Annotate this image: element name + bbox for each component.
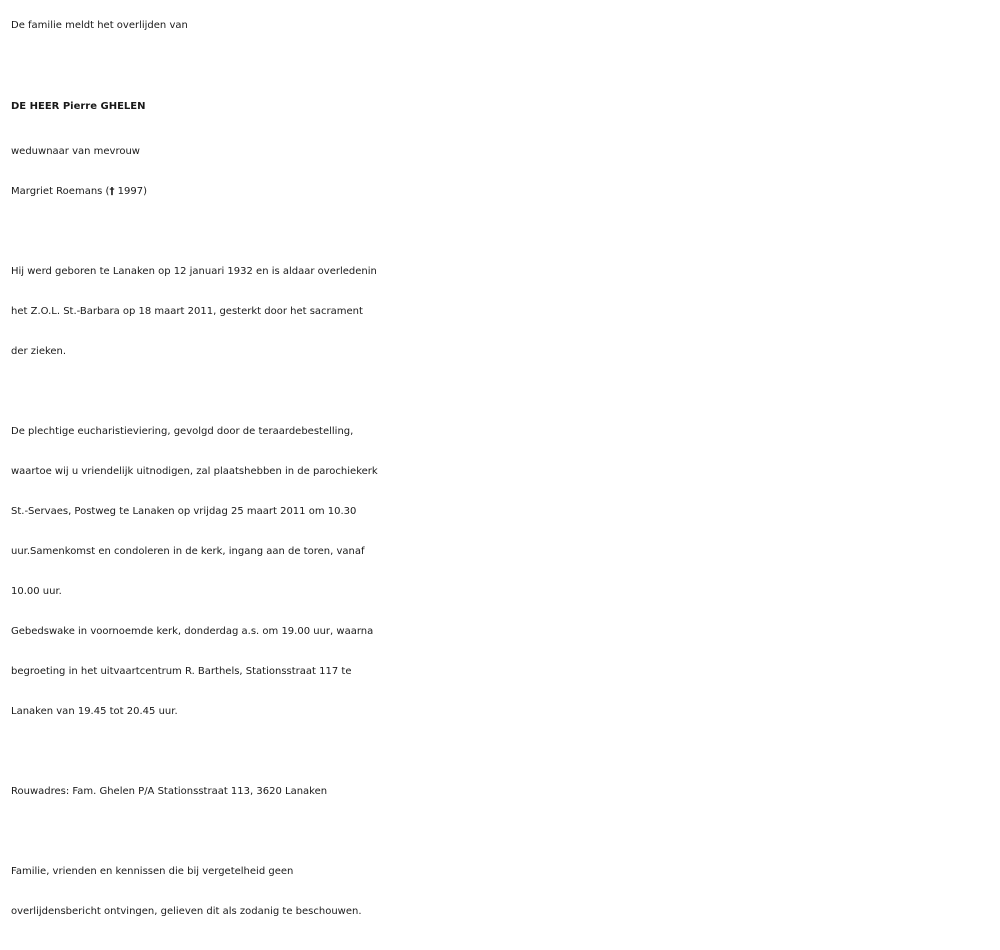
spacer: [11, 212, 991, 252]
spacer: [11, 732, 991, 772]
spacer: [11, 812, 991, 852]
spouse-line-2: [11, 172, 991, 212]
ceremony-line: 10.00 uur.: [11, 586, 62, 597]
ceremony-line: uur.Samenkomst en condoleren in de kerk, ingang aan de toren, vanaf: [11, 546, 365, 557]
birth-death-line: der zieken.: [11, 346, 67, 357]
vigil-line: Gebedswake in voornoemde kerk, donderdag a.s. om 19.00 uur, waarna: [11, 626, 374, 637]
closing-line: overlijdensbericht ontvingen, gelieven dit als zodanig te beschouwen.: [11, 906, 362, 917]
vigil-line: begroeting in het uitvaartcentrum R. Barthels, Stationsstraat 117 te: [11, 666, 352, 677]
deceased-name: DE HEER Pierre GHELEN: [11, 101, 146, 112]
spacer: [11, 372, 991, 412]
obituary-notice: [11, 0, 991, 932]
mourning-address: Rouwadres: Fam. Ghelen P/A Stationsstraat 113, 3620 Lanaken: [11, 786, 328, 797]
intro-text: De familie meldt het overlijden van: [11, 20, 188, 31]
birth-death-line: Hij werd geboren te Lanaken op 12 januari 1932 en is aldaar overledenin: [11, 266, 377, 277]
closing-line: Familie, vrienden en kennissen die bij vergetelheid geen: [11, 866, 294, 877]
cross-icon: †: [109, 186, 115, 197]
birth-death-line: het Z.O.L. St.-Barbara op 18 maart 2011, gesterkt door het sacrament: [11, 306, 363, 317]
vigil-line: Lanaken van 19.45 tot 20.45 uur.: [11, 706, 178, 717]
spouse-line-1: weduwnaar van mevrouw: [11, 146, 140, 157]
spouse-name: Margriet Roemans (: [11, 186, 110, 197]
ceremony-line: St.-Servaes, Postweg te Lanaken op vrijdag 25 maart 2011 om 10.30: [11, 506, 357, 517]
ceremony-line: waartoe wij u vriendelijk uitnodigen, zal plaatshebben in de parochiekerk: [11, 466, 378, 477]
ceremony-line: De plechtige eucharistieviering, gevolgd door de teraardebestelling,: [11, 426, 354, 437]
spouse-death-year: 1997): [114, 186, 147, 197]
